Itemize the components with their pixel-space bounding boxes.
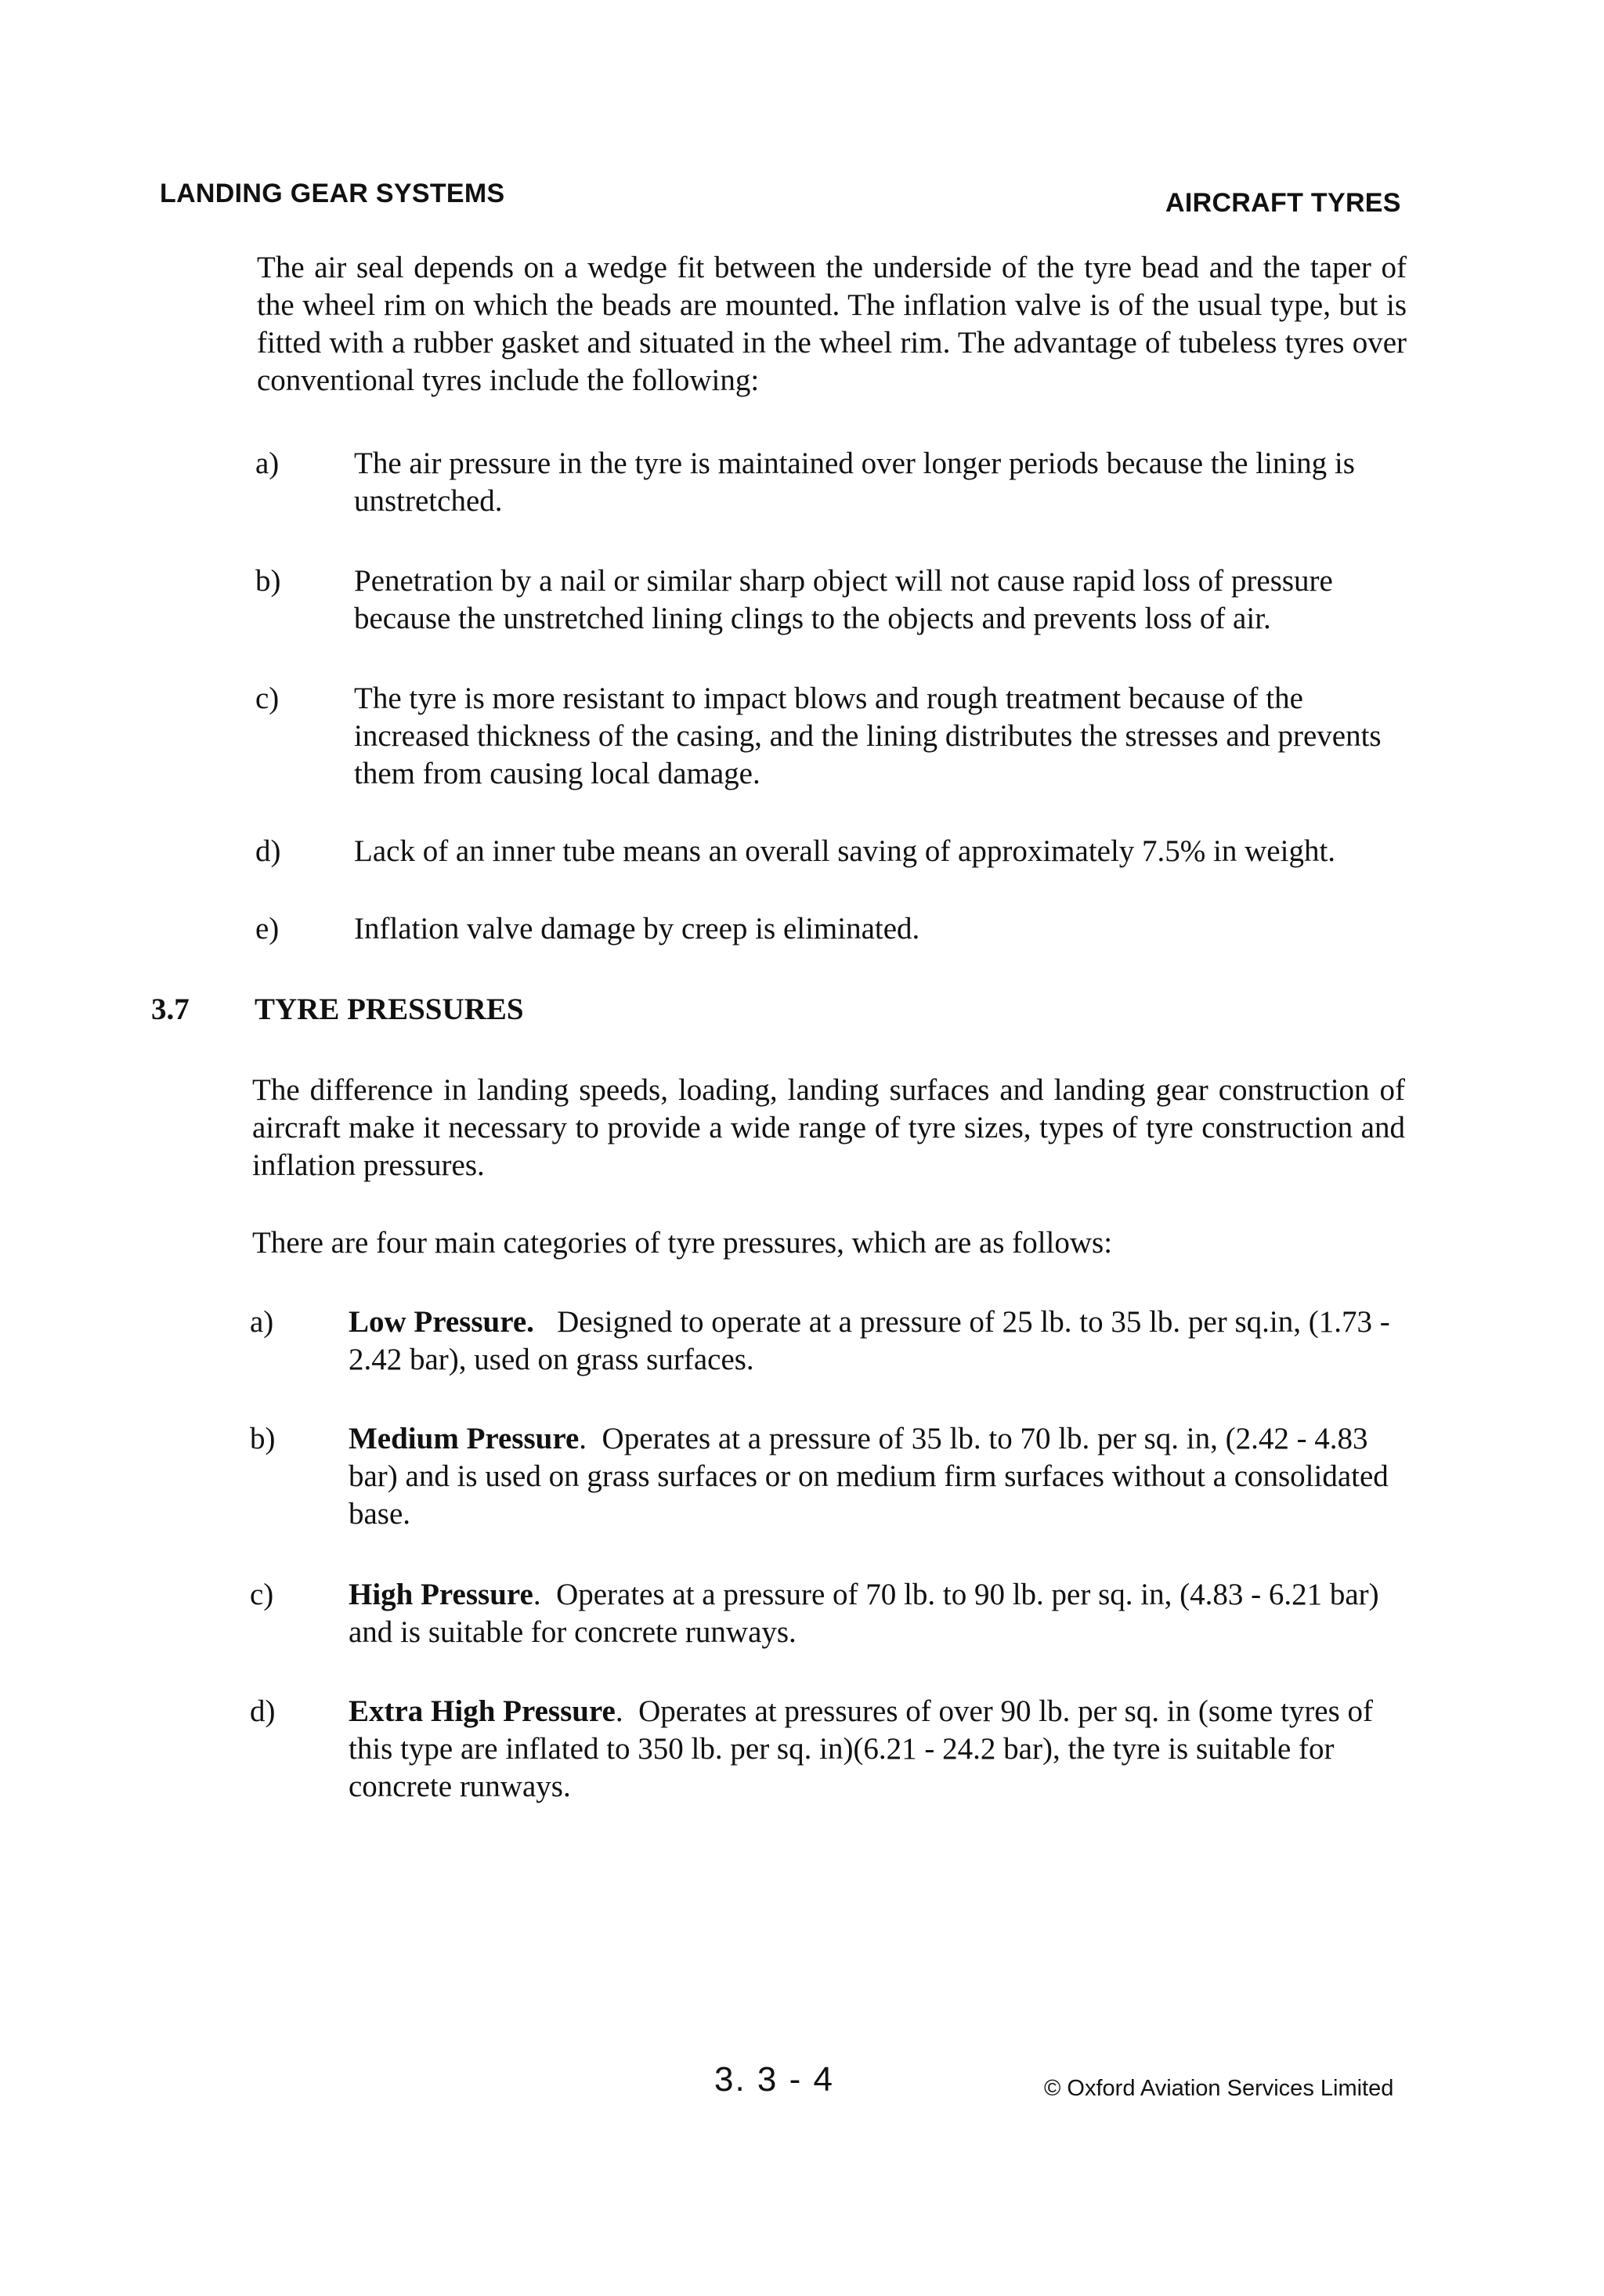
intro-paragraph: The air seal depends on a wedge fit between the underside of the tyre bead and the taper of the wheel rim on which the beads are mounted. The inflation valve is of the usual type, but is fitted with a rubber gasket and situated in the wheel rim. The advantage of tubeless tyres over conventional tyres include the following: bbox=[257, 251, 1407, 397]
list-item-text: The air pressure in the tyre is maintained over longer periods because the lining is unstretched. bbox=[354, 447, 1355, 518]
category-description: Operates at a pressure of 35 lb. to 70 lb. per sq. in, (2.42 - 4.83 bar) and is used on grass surfaces or on medium firm surfaces without a consolidated base. bbox=[349, 1422, 1389, 1531]
category-text: Low Pressure. Designed to operate at a pressure of 25 lb. to 35 lb. per sq.in, (1.73 - 2.42 bar), used on grass surfaces. bbox=[349, 1305, 1390, 1376]
list-item-text: Lack of an inner tube means an overall saving of approximately 7.5% in weight. bbox=[354, 834, 1336, 868]
list-marker: d) bbox=[255, 834, 281, 868]
category-term: Extra High Pressure bbox=[349, 1694, 616, 1728]
category-term: High Pressure bbox=[349, 1578, 533, 1611]
list-marker: a) bbox=[255, 447, 280, 480]
section-paragraph: There are four main categories of tyre pressures, which are as follows: bbox=[252, 1226, 1113, 1260]
category-description: Operates at pressures of over 90 lb. per sq. in (some tyres of this type are inflated to 350 lb. per sq. in)(6.21 - 24.2 bar), the tyre is suitable for concrete runways. bbox=[349, 1694, 1374, 1803]
category-term: Medium Pressure bbox=[349, 1422, 580, 1455]
category-description: Operates at a pressure of 70 lb. to 90 lb. per sq. in, (4.83 - 6.21 bar) and is suitable for concrete runways. bbox=[349, 1578, 1379, 1649]
copyright-notice: © Oxford Aviation Services Limited bbox=[1044, 2076, 1394, 2101]
page-number: 3. 3 - 4 bbox=[714, 2060, 834, 2099]
list-item-text: The tyre is more resistant to impact blows and rough treatment because of the increased thickness of the casing, and the lining distributes the stresses and prevents them from causing local damage. bbox=[354, 682, 1382, 790]
category-term: Low Pressure bbox=[349, 1305, 527, 1339]
list-marker: b) bbox=[250, 1422, 276, 1455]
list-marker: c) bbox=[255, 682, 280, 715]
header-chapter-title: LANDING GEAR SYSTEMS bbox=[160, 179, 505, 208]
category-text: Extra High Pressure. Operates at pressures of over 90 lb. per sq. in (some tyres of this type are inflated to 350 lb. per sq. in)(6.21 - 24.2 bar), the tyre is suitable for concrete runways. bbox=[349, 1694, 1374, 1803]
list-marker: c) bbox=[250, 1578, 274, 1611]
section-paragraph: The difference in landing speeds, loading, landing surfaces and landing gear construction of aircraft make it necessary to provide a wide range of tyre sizes, types of tyre construction and inflation pressures. bbox=[252, 1073, 1405, 1182]
section-title: TYRE PRESSURES bbox=[255, 993, 524, 1026]
list-marker: a) bbox=[250, 1305, 274, 1339]
list-item-text: Inflation valve damage by creep is eliminated. bbox=[354, 912, 920, 946]
header-topic-title: AIRCRAFT TYRES bbox=[1165, 188, 1401, 218]
list-item-text: Penetration by a nail or similar sharp object will not cause rapid loss of pressure because the unstretched lining clings to the objects and prevents loss of air. bbox=[354, 564, 1333, 635]
list-marker: d) bbox=[250, 1694, 276, 1728]
section-number: 3.7 bbox=[151, 993, 190, 1026]
category-description: Designed to operate at a pressure of 25 lb. to 35 lb. per sq.in, (1.73 - 2.42 bar), used on grass surfaces. bbox=[349, 1305, 1390, 1376]
category-text: High Pressure. Operates at a pressure of 70 lb. to 90 lb. per sq. in, (4.83 - 6.21 bar) and is suitable for concrete runways. bbox=[349, 1578, 1379, 1649]
list-marker: e) bbox=[255, 912, 280, 946]
category-text: Medium Pressure. Operates at a pressure of 35 lb. to 70 lb. per sq. in, (2.42 - 4.83 bar) and is used on grass surfaces or on medium firm surfaces without a consolidated base. bbox=[349, 1422, 1389, 1531]
list-marker: b) bbox=[255, 564, 281, 598]
